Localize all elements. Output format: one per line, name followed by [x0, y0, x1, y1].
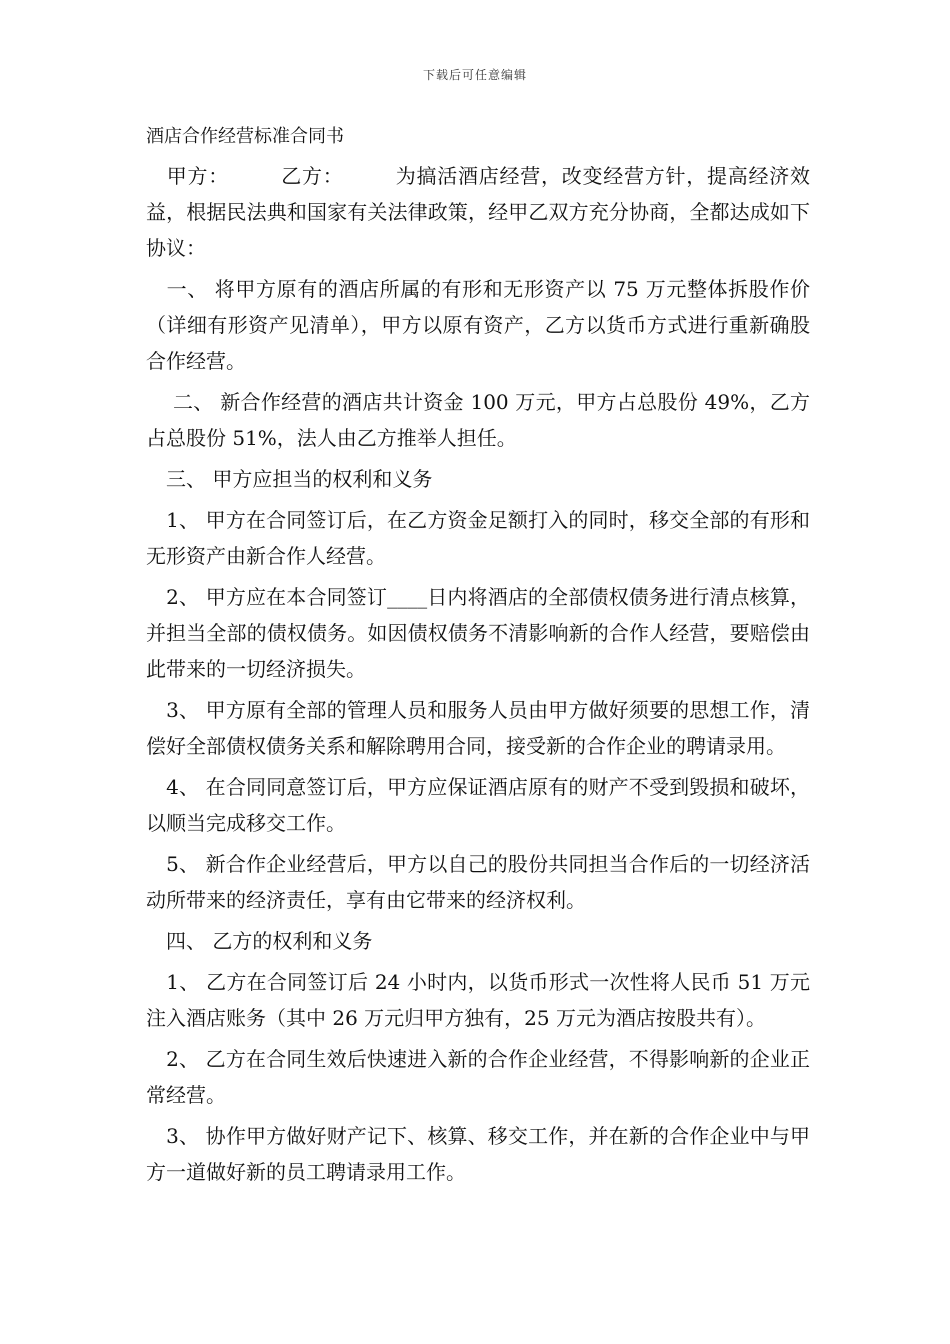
paragraph-text: 4、 在合同同意签订后，甲方应保证酒店原有的财产不受到毁损和破坏，以顺当完成移交工作。: [146, 775, 810, 835]
paragraph-indent: [146, 698, 166, 722]
paragraph-indent: [146, 164, 167, 188]
document-body: [146, 158, 810, 1195]
section-heading-party-a: [146, 461, 810, 497]
paragraph-text: 1、 乙方在合同签订后 24 小时内，以货币形式一次性将人民币 51 万元注入酒店账务（其中 26 万元归甲方独有，25 万元为酒店按股共有）。: [146, 970, 810, 1030]
paragraph-text: 甲方： 乙方： 为搞活酒店经营，改变经营方针，提高经济效益，根据民法典和国家有关法律政策，经甲乙双方充分协商，全都达成如下协议：: [146, 164, 810, 260]
paragraph-party-a-item-1: [146, 502, 810, 574]
paragraph-text: 3、 甲方原有全部的管理人员和服务人员由甲方做好须要的思想工作，清偿好全部债权债务关系和解除聘用合同，接受新的合作企业的聘请录用。: [146, 698, 810, 758]
section-heading-party-b: [146, 923, 810, 959]
page-header: 下载后可任意编辑: [422, 68, 527, 82]
paragraph-party-a-item-5: [146, 846, 810, 918]
paragraph-text: 3、 协作甲方做好财产记下、核算、移交工作，并在新的合作企业中与甲方一道做好新的员工聘请录用工作。: [146, 1124, 810, 1184]
paragraph-indent: [146, 277, 167, 301]
paragraph-clause-2: [146, 384, 810, 456]
paragraph-party-b-item-2: [146, 1041, 810, 1113]
paragraph-text: 二、 新合作经营的酒店共计资金 100 万元，甲方占总股份 49%，乙方占总股份 51%，法人由乙方推举人担任。: [146, 390, 811, 450]
paragraph-indent: [146, 852, 166, 876]
paragraph-indent: [146, 390, 173, 414]
paragraph-party-a-item-2: [146, 579, 810, 687]
paragraph-text: 四、 乙方的权利和义务: [166, 929, 373, 953]
paragraph-indent: [146, 1124, 166, 1148]
paragraph-text: 一、 将甲方原有的酒店所属的有形和无形资产以 75 万元整体拆股作价（详细有形资产见清单），甲方以原有资产，乙方以货币方式进行重新确股合作经营。: [146, 277, 810, 373]
paragraph-indent: [146, 1047, 166, 1071]
paragraph-indent: [146, 467, 166, 491]
paragraph-text: 三、 甲方应担当的权利和义务: [166, 467, 433, 491]
paragraph-indent: [146, 585, 166, 609]
paragraph-party-b-item-1: [146, 964, 810, 1036]
paragraph-text: 1、 甲方在合同签订后，在乙方资金足额打入的同时，移交全部的有形和无形资产由新合作人经营。: [146, 508, 810, 568]
paragraph-text: 2、 乙方在合同生效后快速进入新的合作企业经营，不得影响新的企业正常经营。: [146, 1047, 810, 1107]
paragraph-party-a-item-3: [146, 692, 810, 764]
paragraph-party-a-item-4: [146, 769, 810, 841]
paragraph-indent: [146, 775, 166, 799]
paragraph-intro: [146, 158, 810, 266]
paragraph-clause-1: [146, 271, 810, 379]
paragraph-text: 5、 新合作企业经营后，甲方以自己的股份共同担当合作后的一切经济活动所带来的经济责任，享有由它带来的经济权利。: [146, 852, 810, 912]
paragraph-indent: [146, 970, 166, 994]
paragraph-indent: [146, 929, 166, 953]
document-title: 酒店合作经营标准合同书: [146, 126, 344, 147]
paragraph-party-b-item-3: [146, 1118, 810, 1190]
paragraph-indent: [146, 508, 166, 532]
paragraph-text: 2、 甲方应在本合同签订____日内将酒店的全部债权债务进行清点核算，并担当全部的债权债务。如因债权债务不清影响新的合作人经营，要赔偿由此带来的一切经济损失。: [146, 585, 810, 681]
